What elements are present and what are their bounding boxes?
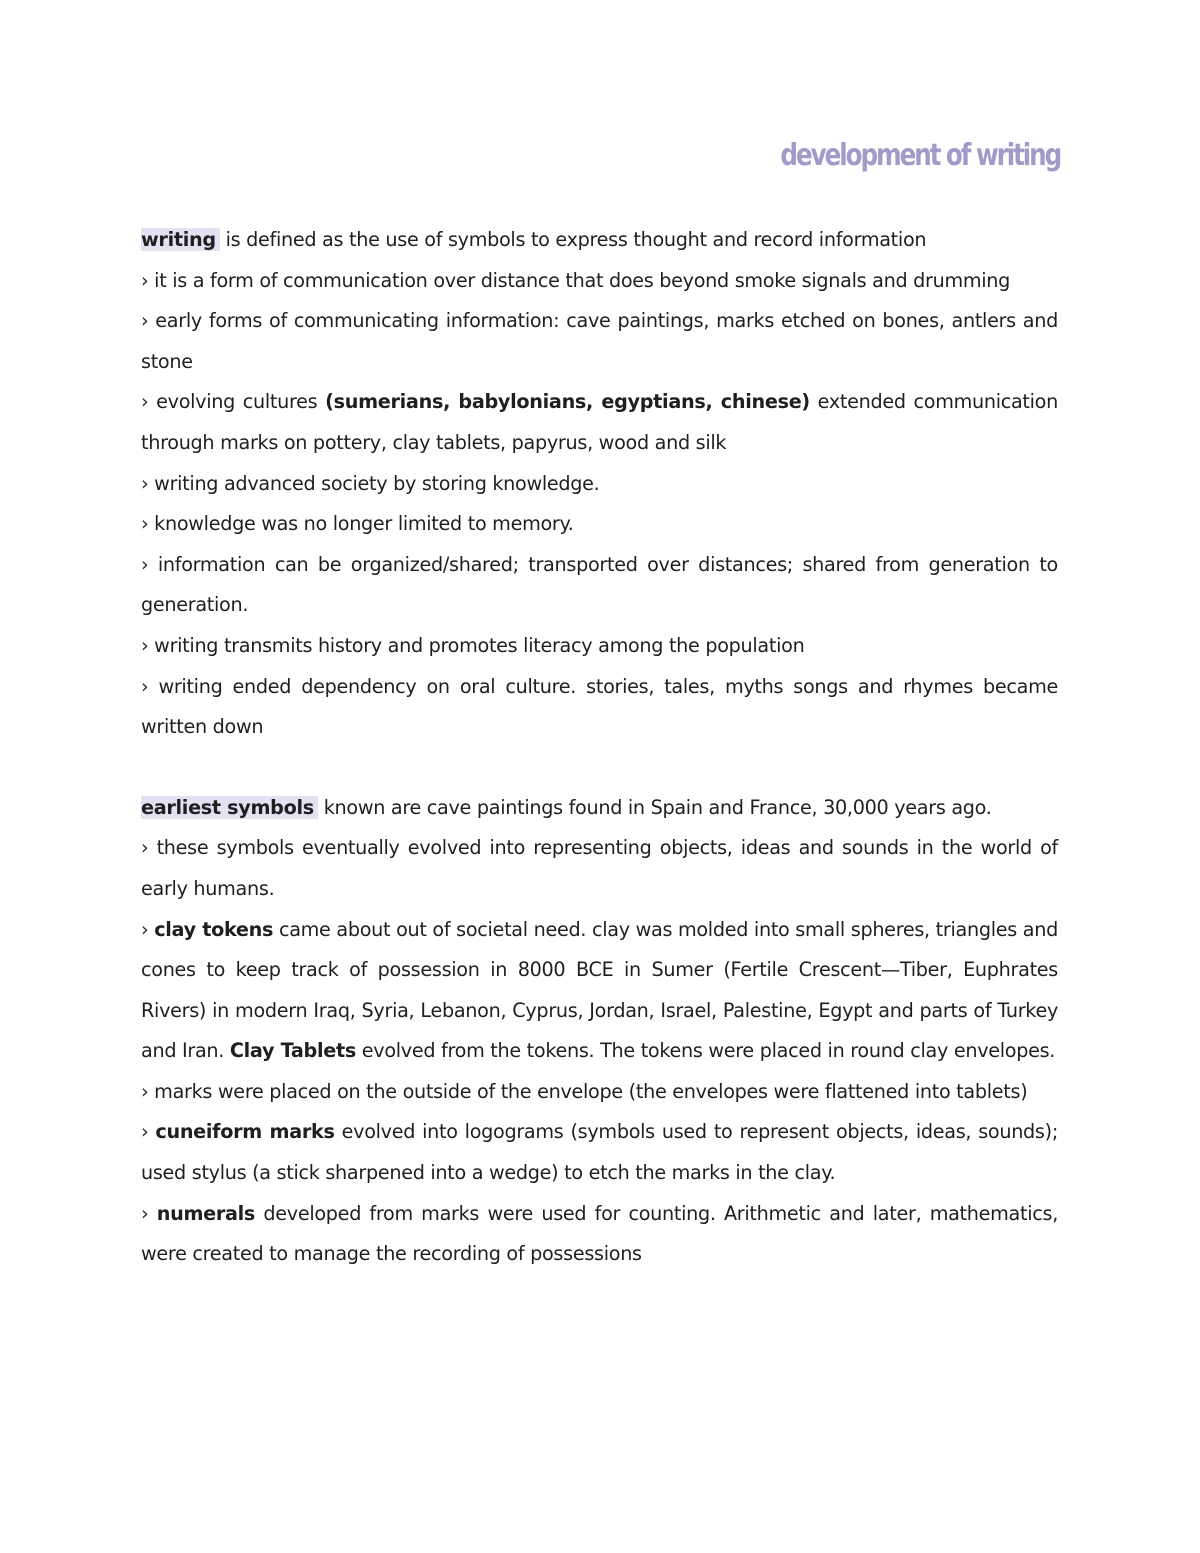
bullet-item: › information can be organized/shared; transported over distances; shared from generation to generation. xyxy=(141,552,1058,617)
bullet-item: › numerals developed from marks were used for counting. Arithmetic and later, mathematics, were created to manage the recording of possessions xyxy=(141,1201,1058,1266)
bullet-item: › marks were placed on the outside of the envelope (the envelopes were flattened into tablets) xyxy=(141,1079,1028,1103)
bullet-item: › writing transmits history and promotes literacy among the population xyxy=(141,633,805,657)
definition-paragraph: writing is defined as the use of symbols to express thought and record information xyxy=(141,228,927,251)
bullet-item: › early forms of communicating information: cave paintings, marks etched on bones, antlers and stone xyxy=(141,309,1058,373)
bullet-item: › writing ended dependency on oral culture. stories, tales, myths songs and rhymes became written down xyxy=(141,674,1058,739)
highlighted-term-writing: writing xyxy=(141,228,220,251)
highlighted-term-earliest-symbols: earliest symbols xyxy=(141,796,318,819)
page-title: development of writing xyxy=(780,138,1060,173)
document-body xyxy=(141,220,1058,1275)
bold-phrase: Clay Tablets xyxy=(229,1039,356,1063)
bullet-item: › cuneiform marks evolved into logograms (symbols used to represent objects, ideas, sounds); used stylus (a stick sharpened into a wedge) to etch the marks in the clay. xyxy=(141,1120,1058,1185)
bold-phrase: cuneiform marks xyxy=(155,1120,335,1144)
bullet-item: › clay tokens came about out of societal need. clay was molded into small spheres, triangles and cones to keep track of possession in 8000 BCE in Sumer (Fertile Crescent—Tiber, Euphrates Rivers) in modern Iraq, Syria, Lebanon, Cyprus, Jordan, Israel, Palestine, Egypt and parts of Turkey and Iran. Clay Tablets evolved from the tokens. The tokens were placed in round clay envelopes. xyxy=(141,917,1058,1063)
bold-phrase: numerals xyxy=(156,1201,256,1225)
bullet-item: › it is a form of communication over distance that does beyond smoke signals and drumming xyxy=(141,268,1011,292)
bold-phrase: clay tokens xyxy=(154,917,274,941)
bullet-item: › these symbols eventually evolved into representing objects, ideas and sounds in the world of early humans. xyxy=(141,836,1058,900)
bullet-item: › knowledge was no longer limited to memory. xyxy=(141,512,574,536)
bullet-item: › evolving cultures (sumerians, babylonians, egyptians, chinese) extended communication through marks on pottery, clay tablets, papyrus, wood and silk xyxy=(141,390,1058,454)
bold-phrase: (sumerians, babylonians, egyptians, chinese) xyxy=(325,390,810,414)
bullet-item: › writing advanced society by storing knowledge. xyxy=(141,471,600,495)
definition-paragraph: earliest symbols known are cave paintings found in Spain and France, 30,000 years ago. xyxy=(141,795,992,819)
